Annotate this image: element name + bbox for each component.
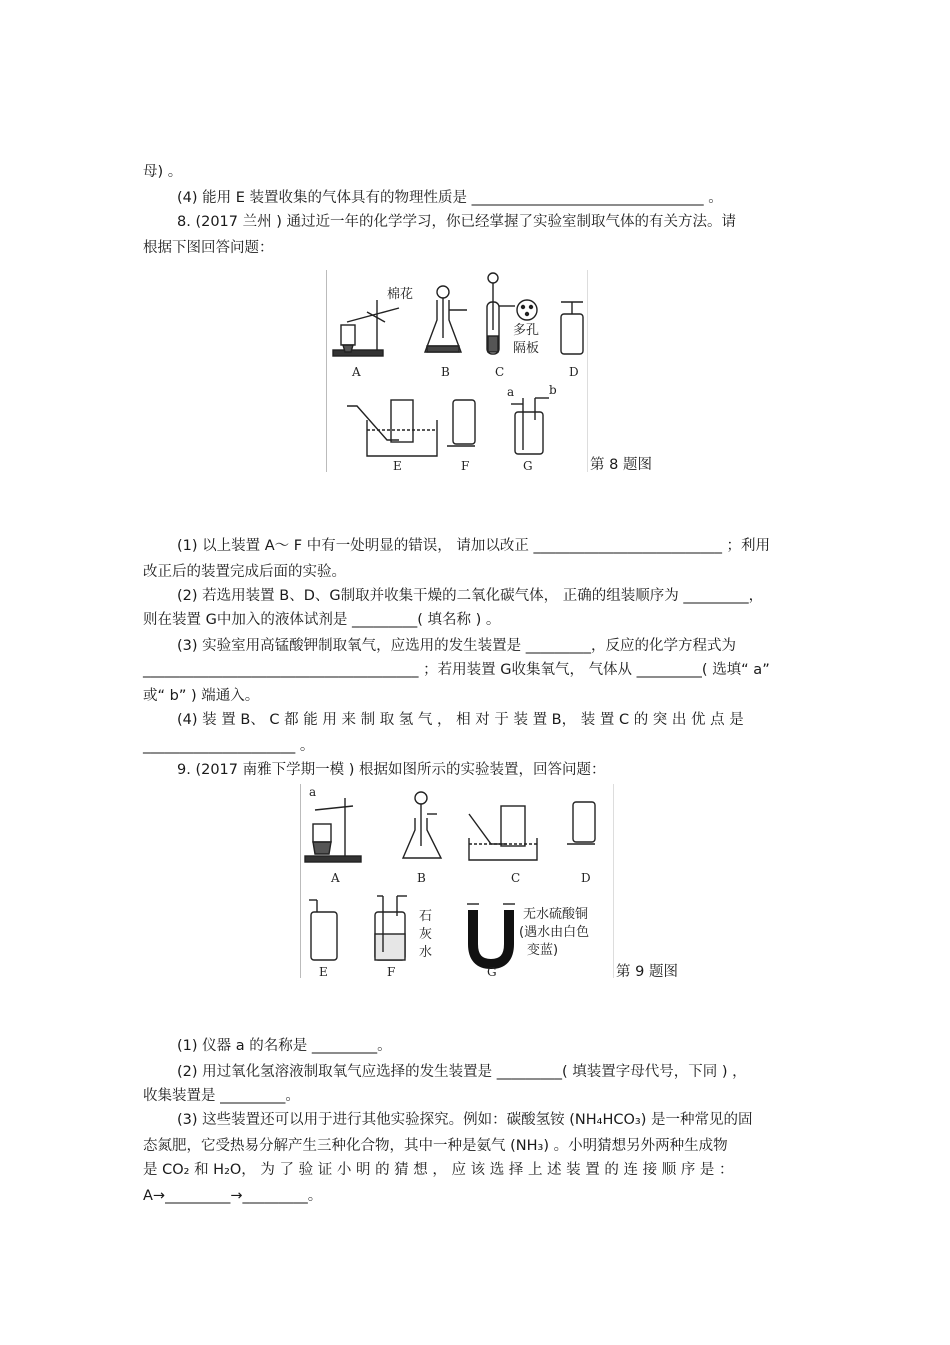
fig8-label-a: A (352, 365, 361, 379)
fig8-port-a: a (507, 385, 515, 399)
porous-plate-label-1: 多孔 (513, 323, 540, 338)
text-line-14: 9. (2017 南雅下学期一模 ) 根据如图所示的实验装置，回答问题： (177, 762, 606, 778)
text-line-07: (2) 若选用装置 B、D、G制取并收集干燥的二氧化碳气体， 正确的组装顺序为 _________， (177, 588, 764, 604)
text-line-12: (4) 装 置 B、 C 都 能 用 来 制 取 氢 气 ， 相 对 于 装 置 B， 装 置 C 的 突 出 优 点 是 (177, 712, 744, 728)
text-line-11: 或“ b” ) 端通入。 (143, 688, 260, 704)
cuso4-label-2: (遇水由白色 (519, 925, 590, 940)
figure-8 (326, 270, 588, 472)
text-line-05: (1) 以上装置 A～ F 中有一处明显的错误， 请加以改正 __________________________ ；利用 (177, 538, 771, 554)
text-line-02: (4) 能用 E 装置收集的气体具有的物理性质是 ________________________________ 。 (177, 190, 723, 206)
cotton-label: 棉花 (387, 287, 414, 302)
fig9-label-a: A (331, 871, 340, 885)
fig8-label-f: F (461, 459, 470, 472)
limewater-label-3: 水 (419, 945, 433, 960)
text-line-20: 是 CO₂ 和 H₂O， 为 了 验 证 小 明 的 猜 想 ， 应 该 选 择 上 述 装 置 的 连 接 顺 序 是 ： (143, 1162, 734, 1178)
text-line-15: (1) 仪器 a 的名称是 _________。 (177, 1038, 392, 1054)
fig8-label-g: G (523, 459, 533, 472)
fig8-label-b: B (441, 365, 450, 379)
text-line-09: (3) 实验室用高锰酸钾制取氧气，应选用的发生装置是 _________，反应的化学方程式为 (177, 638, 737, 654)
fig9-label-c: C (511, 871, 521, 885)
cuso4-label-3: 变蓝) (527, 943, 559, 958)
fig8-label-e: E (393, 459, 402, 472)
figure-9 (300, 784, 614, 978)
figure-9-caption: 第 9 题图 (616, 964, 678, 980)
fig9-label-d: D (581, 871, 591, 885)
fig8-label-d: D (569, 365, 579, 379)
text-line-08: 则在装置 G中加入的液体试剂是 _________( 填名称 ) 。 (143, 612, 501, 628)
fig9-label-b: B (417, 871, 426, 885)
figure-9-drawing (301, 784, 613, 978)
fig8-port-b: b (549, 383, 557, 397)
text-line-16: (2) 用过氧化氢溶液制取氧气应选择的发生装置是 _________( 填装置字母代号，下同 ) ， (177, 1064, 747, 1080)
text-line-13: _____________________ 。 (143, 738, 315, 754)
fig9-label-f: F (387, 965, 396, 978)
text-line-04: 根据下图回答问题： (143, 240, 274, 256)
text-line-01: 母) 。 (143, 164, 183, 180)
text-line-03: 8. (2017 兰州 ) 通过近一年的化学学习，你已经掌握了实验室制取气体的有关方法。请 (177, 214, 736, 230)
fig9-label-g: G (487, 965, 497, 978)
limewater-label-1: 石 (419, 909, 433, 924)
figure-8-drawing (327, 270, 587, 472)
fig9-port-a: a (309, 785, 317, 799)
text-line-17: 收集装置是 _________。 (143, 1088, 300, 1104)
fig9-label-e: E (319, 965, 328, 978)
text-line-19: 态氮肥，它受热易分解产生三种化合物，其中一种是氨气 (NH₃) 。小明猜想另外两种生成物 (143, 1138, 728, 1154)
text-line-21: A→_________→_________。 (143, 1188, 323, 1204)
text-line-18: (3) 这些装置还可以用于进行其他实验探究。例如：碳酸氢铵 (NH₄HCO₃) 是一种常见的固 (177, 1112, 753, 1128)
text-line-10: ______________________________________ ；若用装置 G收集氧气， 气体从 _________( 选填“ a” (143, 662, 770, 678)
text-line-06: 改正后的装置完成后面的实验。 (143, 564, 346, 580)
fig8-label-c: C (495, 365, 505, 379)
porous-plate-label-2: 隔板 (513, 341, 540, 356)
figure-8-caption: 第 8 题图 (590, 457, 652, 473)
cuso4-label-1: 无水硫酸铜 (523, 907, 589, 922)
limewater-label-2: 灰 (419, 927, 433, 942)
